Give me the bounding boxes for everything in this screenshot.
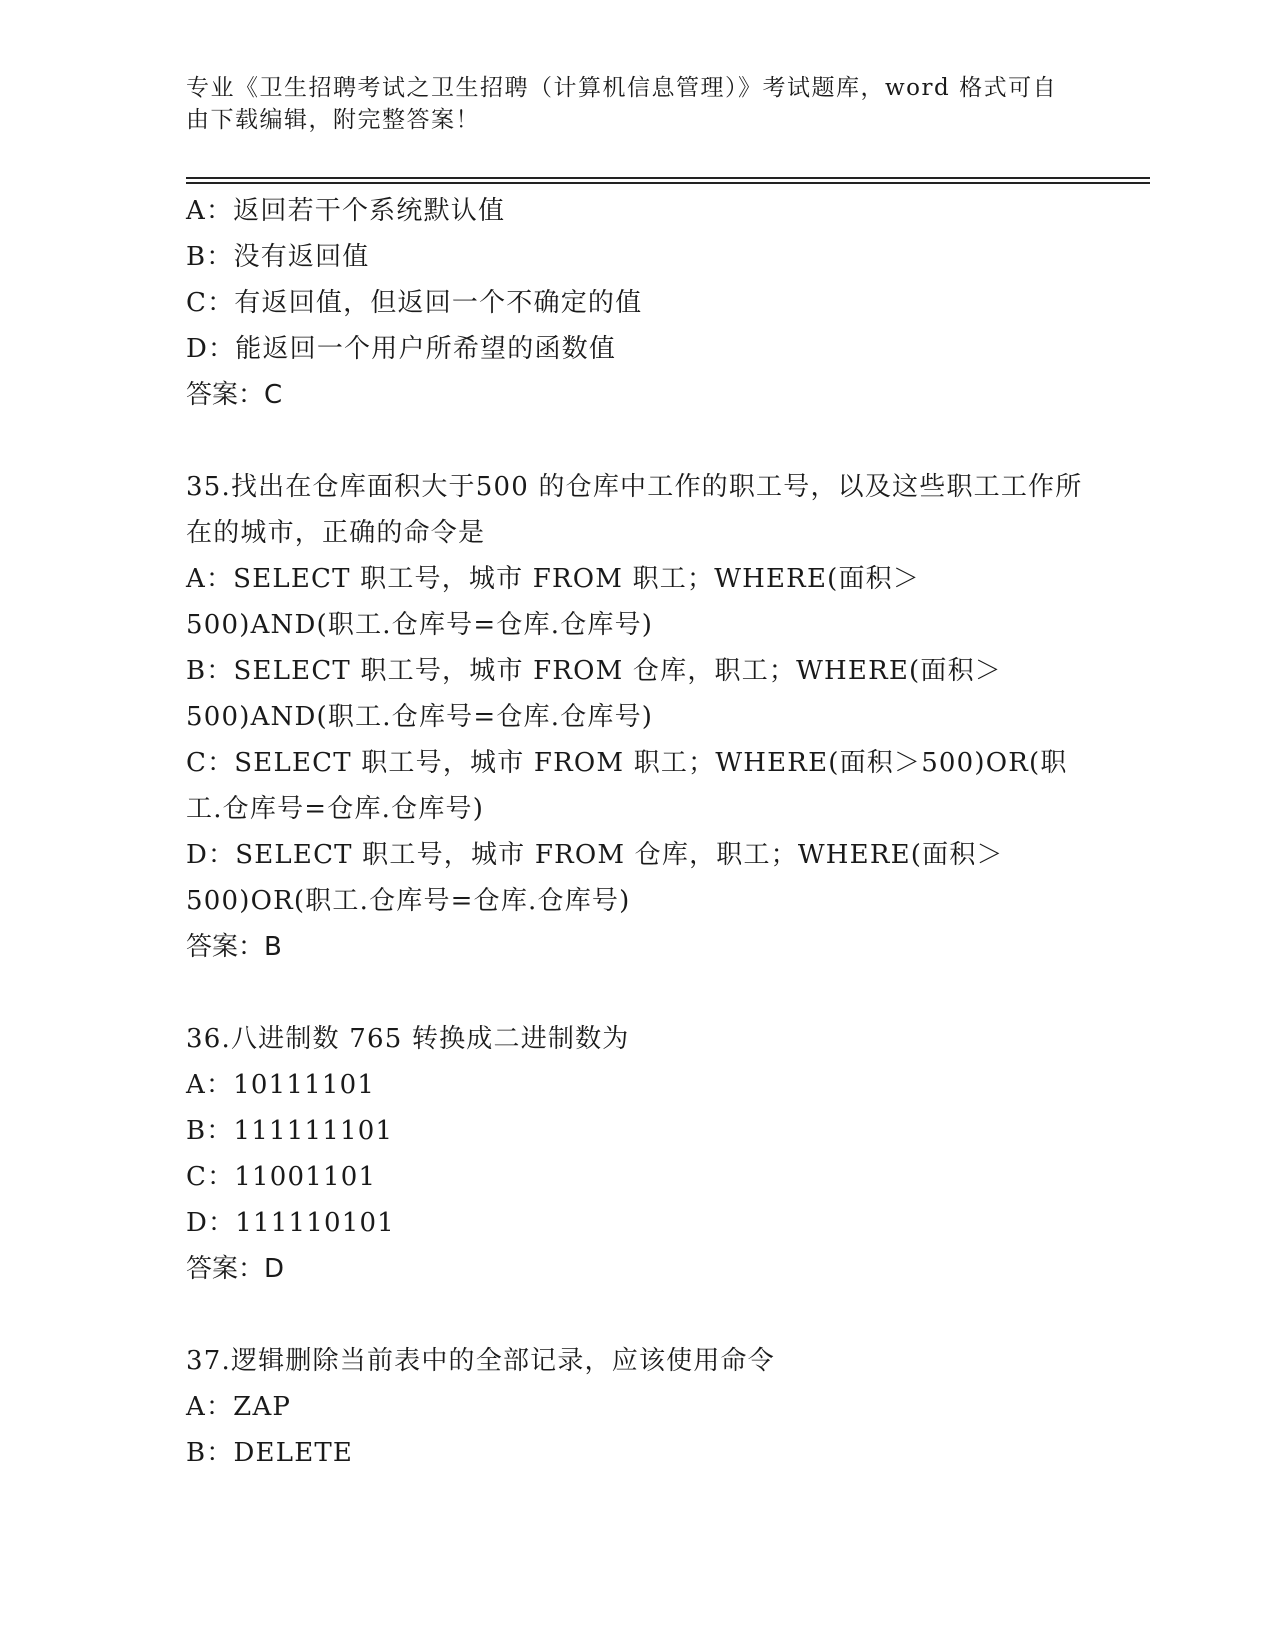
header-divider-top [186, 177, 1150, 179]
question-text: 36.八进制数 765 转换成二进制数为 [186, 1024, 630, 1054]
question-block [186, 188, 1086, 418]
answer: 答案：D [186, 1254, 285, 1284]
option-d: D：111110101 [186, 1208, 395, 1238]
option-a: A：返回若干个系统默认值 [186, 196, 506, 226]
option-c: C：有返回值，但返回一个不确定的值 [186, 288, 643, 318]
option-a: A：ZAP [186, 1392, 292, 1422]
answer: 答案：C [186, 380, 283, 410]
question-text: 37.逻辑删除当前表中的全部记录，应该使用命令 [186, 1346, 775, 1376]
option-a: A：SELECT 职工号，城市 FROM 职工；WHERE(面积＞500)AND(职工.仓库号=仓库.仓库号) [186, 564, 921, 640]
question-block [186, 464, 1086, 970]
option-c: C：SELECT 职工号，城市 FROM 职工；WHERE(面积＞500)OR(职工.仓库号=仓库.仓库号) [186, 748, 1068, 824]
option-b: B：没有返回值 [186, 242, 370, 272]
option-b: B：SELECT 职工号，城市 FROM 仓库，职工；WHERE(面积＞500)AND(职工.仓库号=仓库.仓库号) [186, 656, 1003, 732]
header-divider-bottom [186, 182, 1150, 184]
question-block [186, 1338, 1086, 1476]
option-b: B：DELETE [186, 1438, 354, 1468]
question-list [186, 188, 1086, 1476]
question-text: 35.找出在仓库面积大于500 的仓库中工作的职工号，以及这些职工工作所在的城市，正确的命令是 [186, 472, 1083, 548]
option-c: C：11001101 [186, 1162, 377, 1192]
option-d: D：SELECT 职工号，城市 FROM 仓库，职工；WHERE(面积＞500)OR(职工.仓库号=仓库.仓库号) [186, 840, 1004, 916]
option-d: D：能返回一个用户所希望的函数值 [186, 334, 617, 364]
option-b: B：111111101 [186, 1116, 394, 1146]
question-block [186, 1016, 1086, 1292]
document-intro: 专业《卫生招聘考试之卫生招聘（计算机信息管理）》考试题库，word 格式可自由下载编辑，附完整答案！ [186, 75, 1058, 133]
option-a: A：10111101 [186, 1070, 376, 1100]
answer: 答案：B [186, 932, 282, 962]
